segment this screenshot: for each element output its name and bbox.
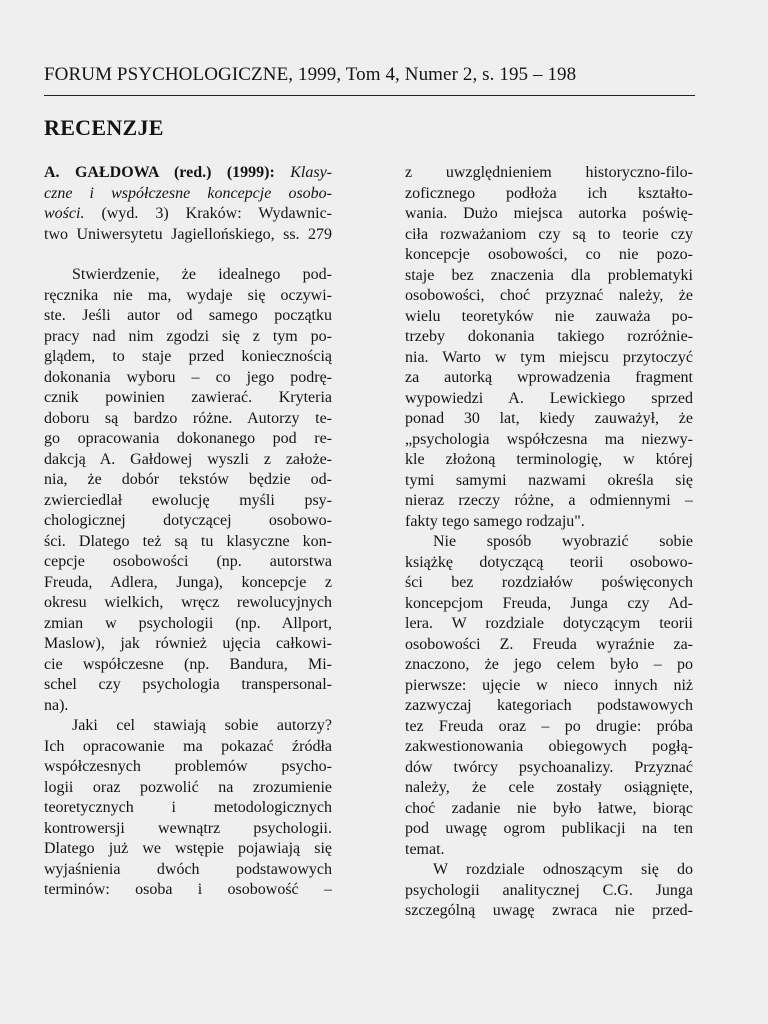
paragraph bbox=[405, 860, 693, 922]
text-line: osobowości, choć przyznać należy, że bbox=[405, 287, 693, 304]
text-line: „psychologia współczesna ma niezwy- bbox=[405, 430, 693, 448]
text-line: ręcznika nie ma, wydaje się oczywi- bbox=[44, 286, 332, 304]
text-line: koncepcjom Freuda, Junga czy Ad- bbox=[405, 594, 693, 612]
text-line: tymi samymi nazwami określa się bbox=[405, 471, 693, 489]
journal-header: FORUM PSYCHOLOGICZNE, 1999, Tom 4, Numer 2, s. 195 – 198 bbox=[44, 64, 577, 85]
paragraph bbox=[44, 716, 332, 901]
paragraph bbox=[44, 265, 332, 716]
text-line: nia. Warto w tym miejscu przytoczyć bbox=[405, 348, 693, 366]
text-line: pierwsze: ujęcie w nieco innych niż bbox=[405, 676, 693, 694]
text-line: Jaki cel stawiają sobie autorzy? bbox=[72, 717, 332, 734]
text-line: znaczono, że jego celem było – po bbox=[405, 656, 693, 673]
text-line: koncepcje osobowości, co nie pozo- bbox=[405, 246, 693, 263]
text-line: go opracowania dokonanego pod re- bbox=[44, 430, 332, 447]
bib-title-1: Klasy- bbox=[290, 164, 332, 181]
text-line: ponad 30 lat, kiedy zauważył, że bbox=[405, 410, 693, 427]
left-column bbox=[44, 163, 332, 901]
bib-line-4: two Uniwersytetu Jagiellońskiego, ss. 279 bbox=[44, 225, 332, 243]
text-line: szczególną uwagę zwraca nie przed- bbox=[405, 902, 693, 919]
text-line: nieraz rzeczy różne, a odmiennymi – bbox=[405, 492, 693, 509]
text-line: książkę dotyczącą teorii osobowo- bbox=[405, 553, 693, 571]
bib-author: A. GAŁDOWA (red.) (1999): bbox=[44, 164, 275, 181]
bib-line-3 bbox=[44, 204, 332, 225]
bib-line-2 bbox=[44, 184, 332, 205]
text-line: choć zadanie nie było łatwe, biorąc bbox=[405, 799, 693, 817]
text-line: zakwestionowania obiegowych pogłą- bbox=[405, 738, 693, 755]
text-line: Nie sposób wyobrazić sobie bbox=[433, 533, 693, 550]
text-line: na). bbox=[44, 696, 69, 714]
text-line: zoficznego podłoża ich kształto- bbox=[405, 184, 693, 202]
text-line: temat. bbox=[405, 840, 445, 858]
text-line: osobowości Z. Freuda wyraźnie za- bbox=[405, 635, 693, 653]
bib-title-3: wości. bbox=[44, 205, 85, 222]
text-line: współczesnych problemów psycho- bbox=[44, 758, 332, 775]
text-line: za autorką wprowadzenia fragment bbox=[405, 369, 693, 386]
text-line: dakcją A. Gałdowej wyszli z założe- bbox=[44, 450, 332, 468]
text-line: cie współczesne (np. Bandura, Mi- bbox=[44, 655, 332, 673]
text-line: chologicznej dotyczącej osobowo- bbox=[44, 512, 332, 529]
text-line: zazwyczaj kategoriach podstawowych bbox=[405, 697, 693, 714]
text-line: doboru są bardzo różne. Autorzy te- bbox=[44, 409, 332, 427]
text-line: tez Freuda oraz – po drugie: próba bbox=[405, 717, 693, 735]
text-line: Freuda, Adlera, Junga), koncepcje z bbox=[44, 573, 332, 591]
text-line: należy, że cele zostały osiągnięte, bbox=[405, 779, 693, 796]
text-line: trzeby dokonania takiego rozróżnie- bbox=[405, 328, 693, 345]
text-line: staje bez znaczenia dla problematyki bbox=[405, 266, 693, 284]
bib-title-2: czne i współczesne koncepcje osobo- bbox=[44, 184, 332, 202]
text-line: pod uwagę ogrom publikacji na ten bbox=[405, 820, 693, 837]
right-column bbox=[405, 163, 693, 922]
text-line: dów twórcy psychoanalizy. Przyznać bbox=[405, 758, 693, 776]
text-line: Stwierdzenie, że idealnego pod- bbox=[72, 266, 332, 283]
text-line: fakty tego samego rodzaju". bbox=[405, 512, 585, 530]
text-line: cznik powinien zawierać. Kryteria bbox=[44, 389, 332, 406]
text-line: ciła rozważaniom czy są to teorie czy bbox=[405, 225, 693, 243]
text-line: psychologii analitycznej C.G. Junga bbox=[405, 881, 693, 899]
bib-edition: (wyd. 3) Kraków: Wydawnic- bbox=[101, 205, 332, 222]
section-title: RECENZJE bbox=[44, 115, 164, 140]
text-line: cepcje osobowości (np. autorstwa bbox=[44, 553, 332, 570]
text-line: zmian w psychologii (np. Allport, bbox=[44, 614, 332, 632]
text-line: wyjaśnienia dwóch podstawowych bbox=[44, 860, 332, 878]
text-line: ści bez rozdziałów poświęconych bbox=[405, 574, 693, 591]
text-line: Dlatego już we wstępie pojawiają się bbox=[44, 840, 332, 857]
text-line: terminów: osoba i osobowość – bbox=[44, 881, 332, 898]
text-line: Maslow), jak również ujęcia całkowi- bbox=[44, 635, 332, 652]
text-line: zwierciedlał ewolucję myśli psy- bbox=[44, 491, 332, 509]
paragraph bbox=[405, 532, 693, 860]
text-line: teoretycznych i metodologicznych bbox=[44, 799, 332, 816]
text-line: kle złożoną terminologię, w której bbox=[405, 451, 693, 468]
text-line: pracy nad nim zgodzi się z tym po- bbox=[44, 327, 332, 345]
text-line: wielu teoretyków nie zauważa po- bbox=[405, 307, 693, 325]
text-line: Ich opracowanie ma pokazać źródła bbox=[44, 737, 332, 755]
text-line: lera. W rozdziale dotyczącym teorii bbox=[405, 615, 693, 632]
text-line: glądem, to staje przed koniecznością bbox=[44, 348, 332, 365]
text-line: wypowiedzi A. Lewickiego sprzed bbox=[405, 389, 693, 407]
text-line: wania. Dużo miejsca autorka poświę- bbox=[405, 205, 693, 222]
bib-line-1 bbox=[44, 163, 332, 184]
spacer bbox=[44, 245, 332, 265]
paragraph bbox=[405, 163, 693, 532]
text-line: dokonania wyboru – co jego podrę- bbox=[44, 368, 332, 386]
text-line: okresu wielkich, wręcz rewolucyjnych bbox=[44, 594, 332, 611]
header-rule bbox=[44, 95, 695, 96]
text-line: schel czy psychologia transpersonal- bbox=[44, 676, 332, 693]
bibliographic-entry bbox=[44, 163, 332, 245]
text-line: W rozdziale odnoszącym się do bbox=[433, 861, 693, 878]
text-line: logii oraz pozwolić na zrozumienie bbox=[44, 778, 332, 796]
text-line: nia, że dobór tekstów będzie od- bbox=[44, 471, 332, 488]
text-line: ści. Dlatego też są tu klasyczne kon- bbox=[44, 532, 332, 550]
text-line: ste. Jeśli autor od samego początku bbox=[44, 307, 332, 324]
text-line: z uwzględnieniem historyczno-filo- bbox=[405, 164, 693, 181]
text-line: kontrowersji wewnątrz psychologii. bbox=[44, 819, 332, 837]
